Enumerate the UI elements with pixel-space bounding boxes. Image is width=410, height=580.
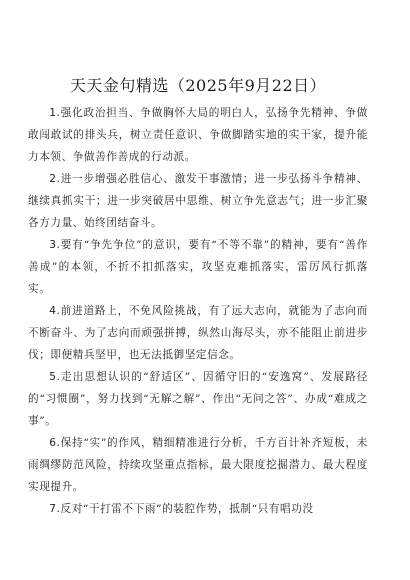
paragraph-number: 1. [49, 107, 61, 119]
paragraph-text: 强化政治担当、争做胸怀大局的明白人，弘扬争先精神、争做敢闯敢试的排头兵，树立责任意识、争做脚踏实地的实干家，提升能力本领、争做善作善成的行动派。 [28, 107, 368, 163]
paragraph-7 [28, 498, 368, 520]
paragraph-number: 3. [49, 239, 61, 251]
paragraph-number: 2. [49, 173, 61, 185]
paragraph-text: 进一步增强必胜信心、激发干事激情；进一步弘扬斗争精神、继续真抓实干；进一步突破居中思维、树立争先意志气；进一步汇聚各方力量、始终团结奋斗。 [28, 173, 368, 229]
paragraph-text: 要有“争先争位”的意识，要有“不等不靠”的精神，要有“善作善成”的本领，不折不扣抓落实，攻坚克难抓落实，雷厉风行抓落实。 [28, 239, 368, 295]
paragraph-text: 走出思想认识的“舒适区”、因循守旧的“安逸窝”、发展路径的“习惯圈”，努力找到“无解之解”、作出“无问之答”、办成“难成之事”。 [28, 371, 368, 427]
paragraph-text: 前进道路上，不免风险挑战，有了远大志向，就能为了志向而不断奋斗、为了志向而顽强拼搏，纵然山海尽头，亦不能阻止前进步伐；即便精兵坚甲，也无法抵御坚定信念。 [28, 305, 368, 361]
paragraph-6 [28, 432, 368, 498]
paragraph-number: 6. [49, 437, 61, 449]
document-title: 天天金句精选（2025年9月22日） [69, 76, 327, 95]
paragraph-text: 反对“干打雷不下雨”的装腔作势，抵制“只有唱功没 [60, 503, 314, 515]
paragraph-number: 5. [49, 371, 61, 383]
paragraph-3 [28, 234, 368, 300]
paragraph-4 [28, 300, 368, 366]
paragraph-5 [28, 366, 368, 432]
paragraph-number: 4. [49, 305, 61, 317]
paragraph-1 [28, 102, 368, 168]
paragraph-2 [28, 168, 368, 234]
paragraph-text: 保持“实”的作风，精细精准进行分析，千方百计补齐短板，未雨绸缪防范风险，持续攻坚重点指标，最大限度挖掘潜力、最大程度实现提升。 [28, 437, 368, 493]
paragraph-number: 7. [49, 503, 61, 515]
